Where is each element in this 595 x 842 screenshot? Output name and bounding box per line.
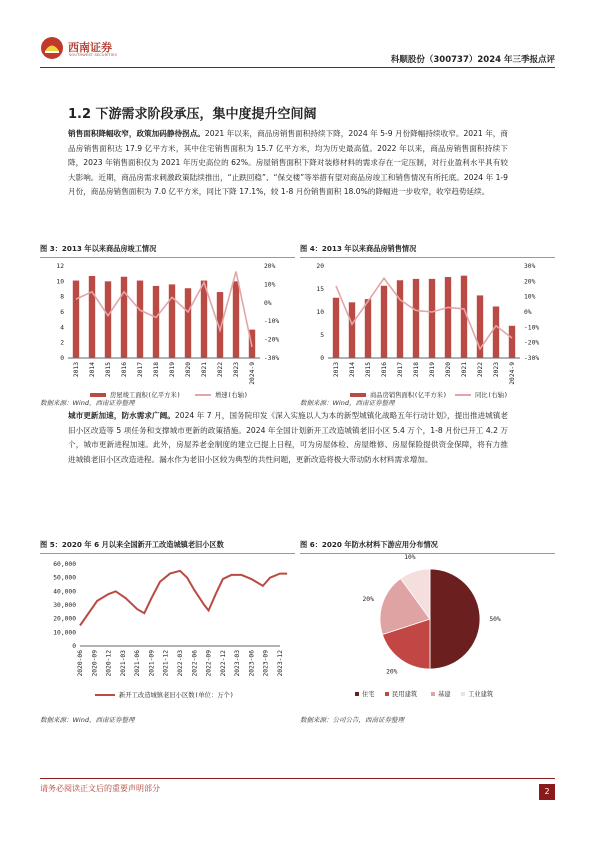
x-tick-label: 2015: [105, 362, 112, 378]
bar: [509, 326, 515, 358]
x-tick-label: 2024-9: [509, 362, 516, 385]
x-tick-label: 2014: [349, 362, 356, 378]
y2-tick-label: -20%: [264, 336, 280, 344]
x-tick-label: 2020-09: [91, 650, 99, 677]
y-tick-label: 6: [60, 309, 64, 316]
paragraph-sales: [68, 127, 508, 200]
x-tick-label: 2015: [365, 362, 372, 378]
legend-label: 同比(右轴): [475, 392, 508, 399]
x-tick-label: 2013: [333, 362, 340, 378]
fig4-source: 数据来源：Wind，西南证券整理: [300, 399, 395, 407]
x-tick-label: 2023: [493, 362, 500, 378]
page-number: 2: [539, 784, 555, 800]
growth-line: [76, 272, 252, 347]
y-tick-label: 2: [60, 339, 64, 347]
legend-label: 工业建筑: [468, 691, 494, 698]
legend-swatch: [385, 692, 389, 696]
pie-data-label: 50%: [489, 616, 501, 623]
bar: [445, 277, 451, 358]
x-tick-label: 2022-09: [205, 650, 213, 677]
fig3-source: 数据来源：Wind，西南证券整理: [40, 399, 135, 407]
fig6-source: 数据来源：公司公告，西南证券整理: [300, 716, 404, 724]
paragraph-lead: 销售面积降幅收窄，政策加码静待拐点。: [68, 129, 205, 138]
paragraph-urban-renewal: [68, 409, 508, 467]
x-tick-label: 2016: [121, 362, 128, 378]
x-tick-label: 2021-03: [119, 650, 127, 677]
pie-data-label: 20%: [362, 595, 374, 603]
x-tick-label: 2021: [201, 362, 208, 378]
series-line: [80, 571, 287, 626]
y2-tick-label: -10%: [264, 318, 280, 326]
y-tick-label: 10: [316, 309, 324, 316]
y-tick-label: 20: [316, 263, 324, 270]
x-tick-label: 2022-06: [191, 650, 199, 677]
y-tick-label: 0: [72, 643, 76, 650]
x-tick-label: 2020-06: [77, 650, 84, 677]
company-logo: [40, 34, 150, 64]
paragraph-body: 2024 年 7 月，国务院印发《深入实施以人为本的新型城镇化战略五年行动计划》，提出推进城镇老旧小区改造等 5 项任务和支撑城市更新的政策措施。2024 年全国计划新开工改造城镇老旧小区 5.4 万个，1-8 月份已开工 4.2 万个，城市更新进程加速。此外，房屋养老金制度的建立已提上日程，可为房屋体检、房屋维修、房屋保险提供资金保障，将有力推进城镇老旧小区改造进程。漏水作为老旧小区较为典型的共性问题，更新改造将极大带动防水材料需求增加。: [68, 411, 509, 464]
y-tick-label: 8: [60, 293, 64, 301]
x-tick-label: 2020: [185, 362, 192, 378]
y2-tick-label: 20%: [524, 278, 536, 286]
y-tick-label: 50,000: [53, 574, 76, 582]
paragraph-lead: 城市更新加速，防水需求广阔。: [68, 411, 175, 420]
bar: [153, 286, 159, 358]
y2-tick-label: 0%: [524, 309, 532, 316]
bar: [89, 276, 95, 358]
legend-swatch: [350, 393, 366, 397]
x-tick-label: 2013: [73, 362, 80, 378]
page-header: [40, 34, 555, 70]
bar: [201, 281, 207, 358]
growth-line: [336, 278, 512, 349]
x-tick-label: 2017: [397, 362, 404, 378]
bar: [105, 281, 111, 358]
footer-divider: [40, 778, 555, 779]
x-tick-label: 2016: [381, 362, 388, 378]
x-tick-label: 2019: [169, 362, 176, 378]
logo-text: 西南证券: [68, 41, 112, 54]
paragraph-body: 2021 年以来，商品房销售面积持续下降，2024 年 5-9 月份降幅持续收窄。2021 年，商品房销售面积达 17.9 亿平方米，其中住宅销售面积为 15.7 亿平方米，均为历史最高值。2022 年以来，商品房销售面积持续下降，2023 年销售面积仅为 2021 年历史高位的 62%。房屋销售面积下降对装修材料的需求存在一定压制，对行业盈利水平具有较大影响。近期，商品房需求刺激政策陆续推出，“止跌回稳”、“保交楼”等举措有望对商品房竣工和销售情况有所托底。2024 年 1-9 月份，商品房销售面积为 7.0 亿平方米，同比下降 17.1%，较 1-8 月份销售面积 18.0%的降幅进一步收窄，收窄趋势延续。: [68, 129, 509, 196]
y-tick-label: 12: [56, 263, 64, 270]
report-title: 科顺股份（300737）2024 年三季报点评: [390, 55, 555, 65]
x-tick-label: 2021-06: [134, 650, 142, 677]
x-tick-label: 2023-09: [262, 650, 270, 677]
fig4-title: 图 4：2013 年以来商品房销售情况: [300, 244, 555, 258]
fig6-chart: [300, 554, 555, 714]
x-tick-label: 2014: [89, 362, 96, 378]
bar: [429, 279, 435, 358]
x-tick-label: 2020-12: [105, 650, 113, 677]
y-tick-label: 0: [320, 355, 324, 362]
bar: [121, 277, 127, 358]
bar: [493, 306, 499, 358]
legend-label: 民用建筑: [392, 691, 418, 698]
section-title: 1.2 下游需求阶段承压，集中度提升空间阔: [68, 107, 317, 122]
fig4-chart: [300, 258, 555, 398]
header-divider: [40, 67, 555, 68]
y-tick-label: 5: [320, 332, 324, 339]
fig3-title: 图 3：2013 年以来商品房竣工情况: [40, 244, 295, 258]
y-tick-label: 15: [316, 286, 324, 293]
x-tick-label: 2023-03: [234, 650, 242, 677]
pie-slice: [430, 569, 480, 669]
legend-swatch: [355, 692, 359, 696]
legend-label: 商品房销售面积(亿平方米): [370, 392, 447, 399]
x-tick-label: 2022: [217, 362, 224, 378]
x-tick-label: 2017: [137, 362, 144, 378]
y-tick-label: 60,000: [53, 561, 76, 568]
y2-tick-label: 20%: [264, 263, 276, 270]
x-tick-label: 2021: [461, 362, 468, 378]
legend-label: 增速(右轴): [215, 392, 248, 399]
y2-tick-label: -20%: [524, 339, 540, 347]
y2-tick-label: -30%: [524, 355, 540, 362]
x-tick-label: 2018: [413, 362, 420, 378]
bar: [73, 281, 79, 358]
y2-tick-label: 0%: [264, 299, 272, 307]
x-tick-label: 2020: [445, 362, 452, 378]
bar: [349, 302, 355, 358]
y-tick-label: 0: [60, 355, 64, 362]
fig5-title: 图 5：2020 年 6 月以来全国新开工改造城镇老旧小区数: [40, 540, 295, 554]
y2-tick-label: 10%: [264, 281, 276, 289]
y2-tick-label: 10%: [524, 293, 536, 301]
y2-tick-label: 30%: [524, 263, 536, 270]
y-tick-label: 30,000: [53, 602, 76, 609]
fig5-source: 数据来源：Wind，西南证券整理: [40, 716, 135, 724]
x-tick-label: 2023: [233, 362, 240, 378]
x-tick-label: 2024-9: [249, 362, 256, 385]
bar: [333, 298, 339, 358]
footer-disclaimer: 请务必阅读正文后的重要声明部分: [40, 784, 160, 793]
fig3-chart: [40, 258, 295, 398]
bar: [169, 284, 175, 358]
x-tick-label: 2018: [153, 362, 160, 378]
y-tick-label: 10,000: [53, 629, 76, 637]
fig6-title: 图 6：2020 年防水材料下游应用分布情况: [300, 540, 555, 554]
bar: [381, 286, 387, 358]
x-tick-label: 2019: [429, 362, 436, 378]
fig5-chart: [40, 554, 295, 714]
legend-label: 基建: [438, 691, 451, 698]
bar: [461, 276, 467, 358]
bar: [413, 279, 419, 358]
pie-data-label: 10%: [404, 554, 416, 562]
x-tick-label: 2023-12: [277, 650, 284, 677]
y2-tick-label: -30%: [264, 355, 280, 362]
legend-swatch: [90, 393, 106, 397]
logo-icon: [40, 36, 64, 60]
x-tick-label: 2022-03: [177, 650, 184, 677]
x-tick-label: 2021-12: [162, 650, 170, 677]
legend-label: 新开工改造城镇老旧小区数(单位：万个): [119, 692, 234, 699]
legend-swatch: [461, 692, 465, 696]
logo-subtext: SOUTHWEST SECURITIES: [69, 53, 117, 57]
x-tick-label: 2021-09: [148, 650, 156, 677]
x-tick-label: 2023-06: [248, 650, 256, 677]
legend-label: 房屋竣工面积(亿平方米): [110, 392, 181, 399]
bar: [185, 288, 191, 358]
y-tick-label: 20,000: [53, 615, 76, 623]
pie-data-label: 20%: [386, 668, 398, 676]
bar: [137, 281, 143, 358]
legend-label: 住宅: [362, 691, 375, 698]
x-tick-label: 2022: [477, 362, 484, 378]
y-tick-label: 4: [60, 324, 64, 332]
bar: [365, 299, 371, 358]
bar: [233, 281, 239, 358]
y2-tick-label: -10%: [524, 324, 540, 332]
y-tick-label: 10: [56, 278, 64, 286]
x-tick-label: 2022-12: [219, 650, 227, 677]
y-tick-label: 40,000: [53, 588, 76, 596]
bar: [397, 280, 403, 358]
legend-swatch: [431, 692, 435, 696]
